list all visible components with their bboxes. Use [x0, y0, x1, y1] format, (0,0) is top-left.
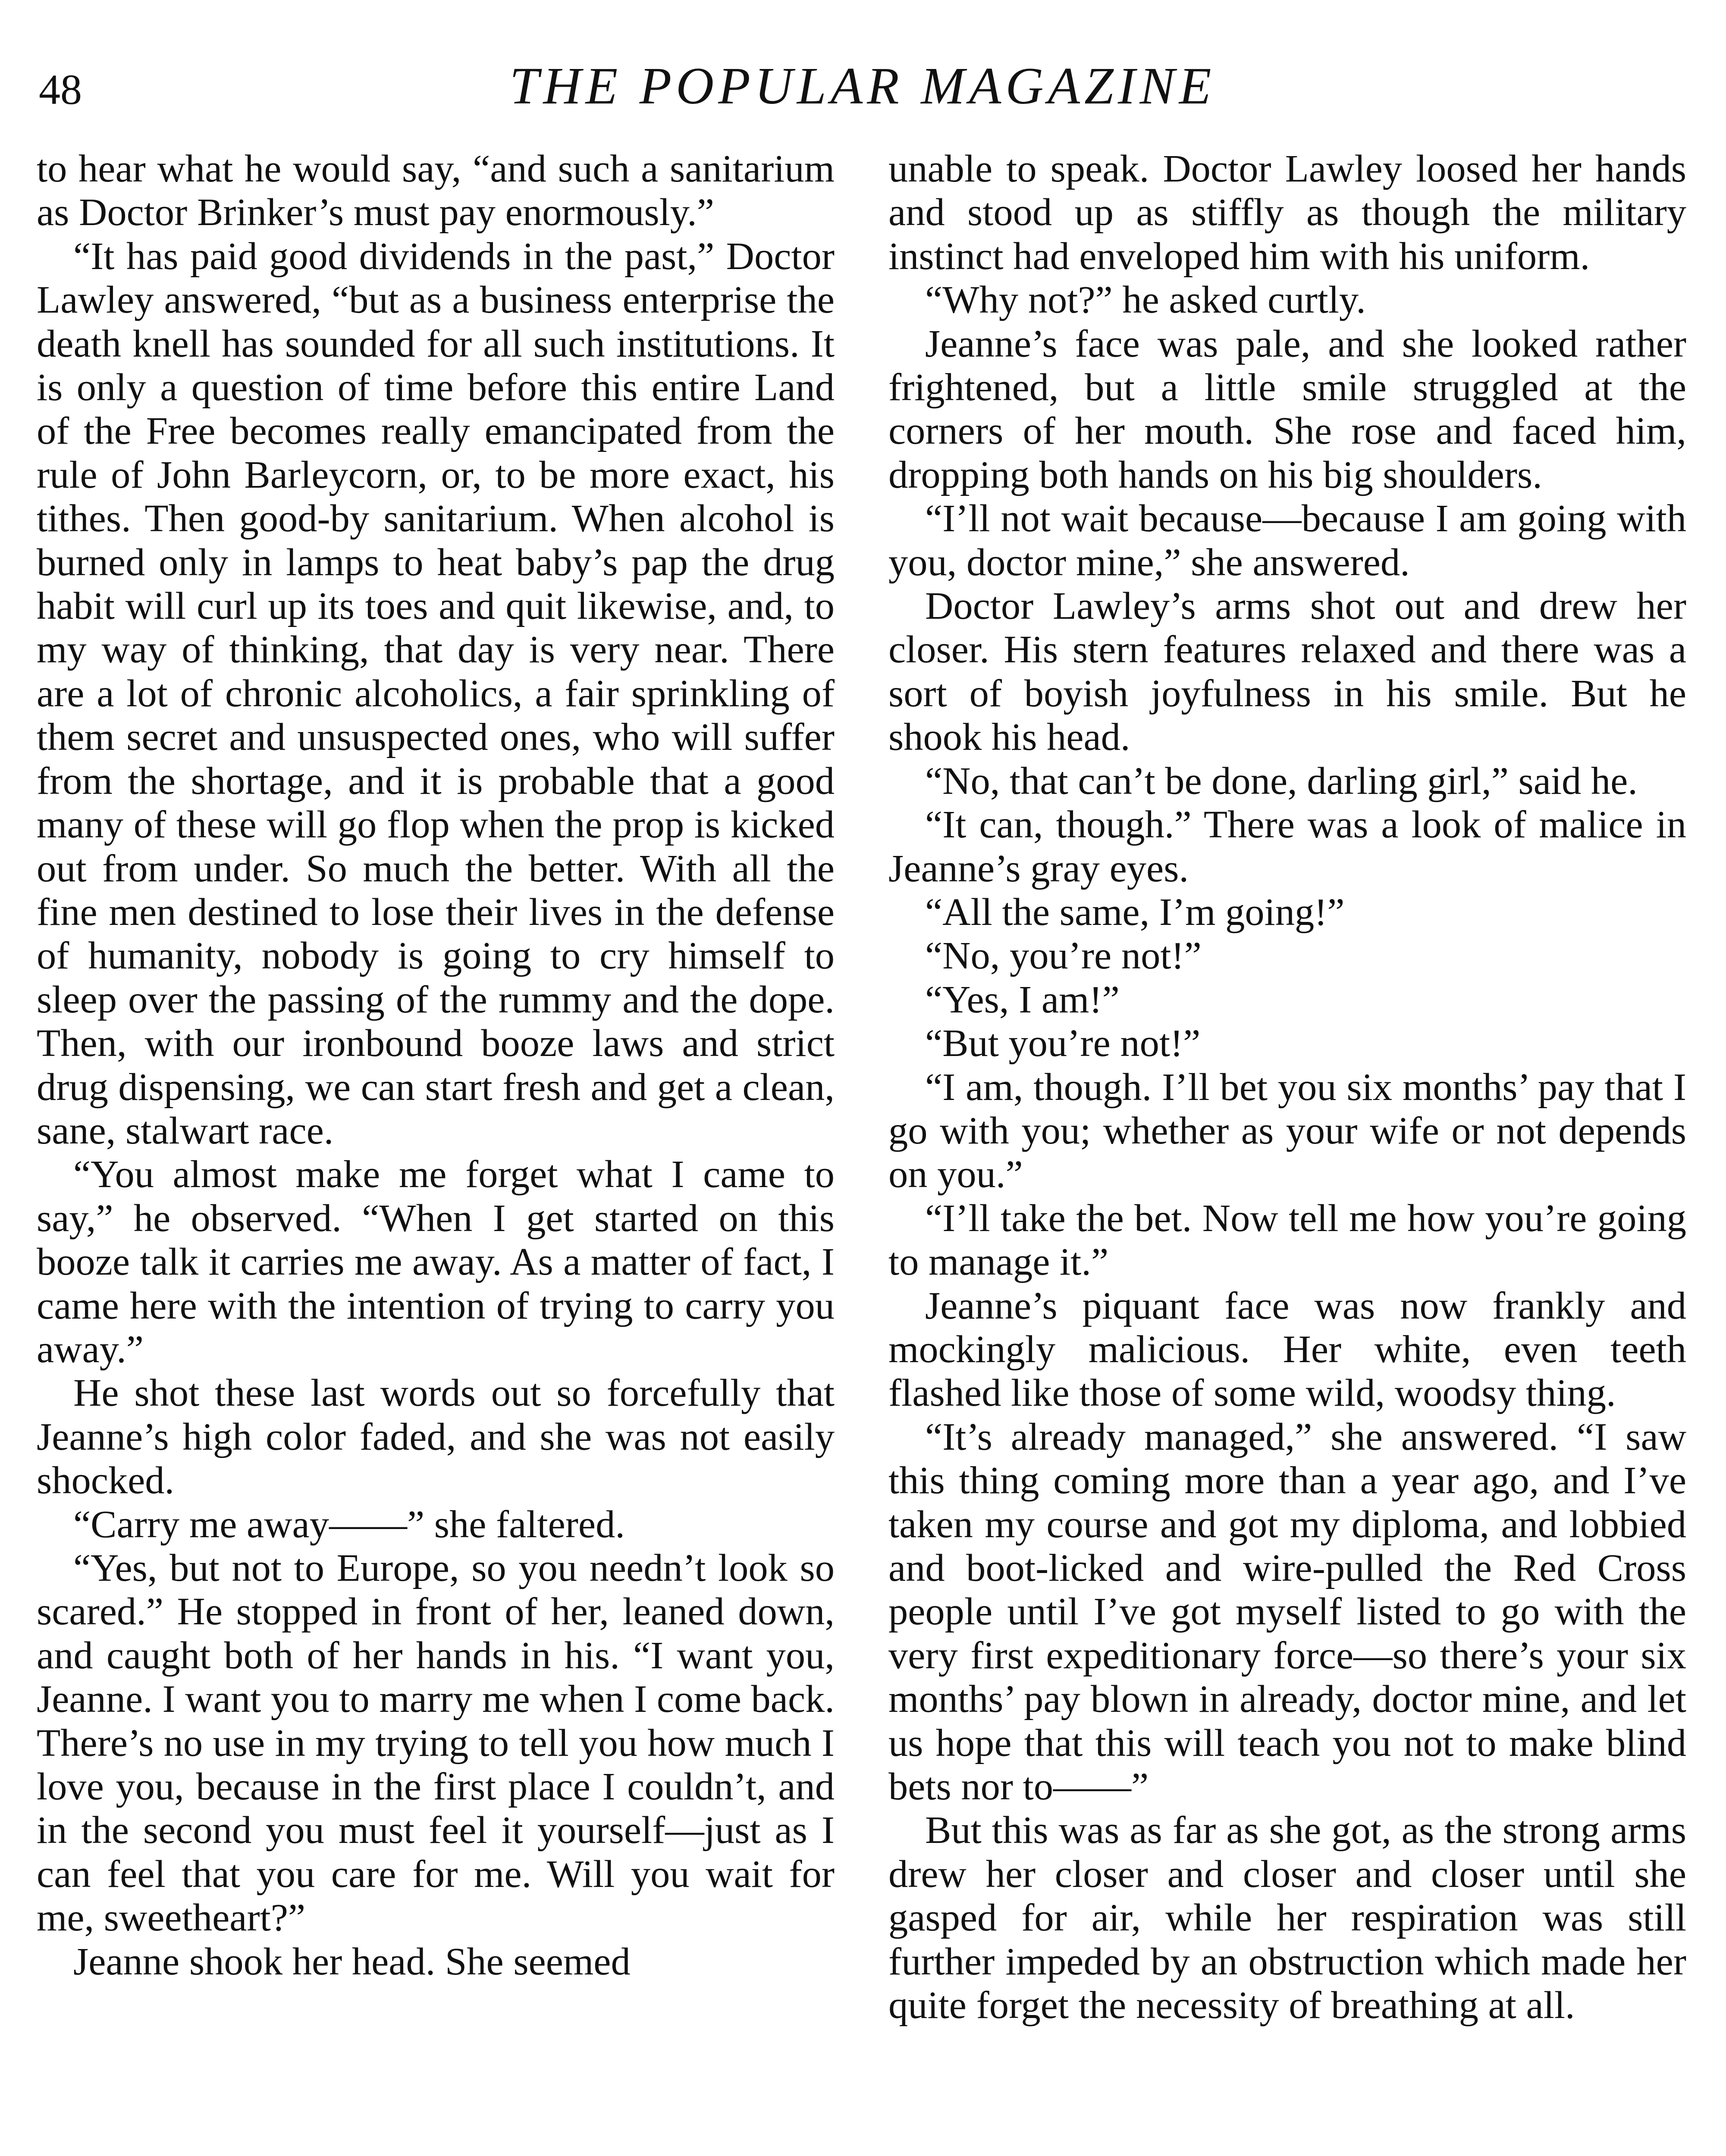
paragraph: Doctor Lawley’s arms shot out and drew her closer. His stern features relaxed and there was a sort of boyish joyfulness in his smile. But he shook his head.	[888, 584, 1686, 759]
paragraph: “All the same, I’m going!”	[925, 890, 1345, 934]
page-number: 48	[39, 66, 82, 113]
paragraph: “I’ll not wait because—because I am going with you, doctor mine,” she answered.	[888, 496, 1686, 584]
paragraph: “No, that can’t be done, darling girl,” said he.	[925, 758, 1638, 802]
paragraph: unable to speak. Doctor Lawley loosed her hands and stood up as stiffly as though the military instinct had enveloped him with his uniform.	[888, 147, 1686, 278]
page-header	[39, 56, 1686, 125]
right-column	[888, 147, 1686, 2027]
paragraph: “No, you’re not!”	[925, 934, 1202, 978]
paragraph: But this was as far as she got, as the strong arms drew her closer and closer and closer until she gasped for air, while her respiration was still further impeded by an obstruction which made her quite forget the necessity of breathing at all.	[888, 1808, 1686, 2027]
paragraph: “But you’re not!”	[925, 1021, 1201, 1065]
paragraph: “Yes, I am!”	[925, 977, 1120, 1021]
paragraph: Jeanne’s piquant face was now frankly and mockingly malicious. Her white, even teeth flashed like those of some wild, woodsy thing.	[888, 1283, 1686, 1415]
left-column	[37, 147, 835, 1983]
paragraph: Jeanne shook her head. She seemed	[73, 1939, 631, 1983]
paragraph: “Why not?” he asked curtly.	[925, 278, 1366, 322]
running-title: THE POPULAR MAGAZINE	[509, 57, 1216, 115]
paragraph: “Carry me away——” she faltered.	[73, 1502, 625, 1546]
paragraph: “It has paid good dividends in the past,” Doctor Lawley answered, “but as a business enterprise the death knell has sounded for all such institutions. It is only a question of time before this entire Land of the Free becomes really emancipated from the rule of John Barleycorn, or, to be more exact, his tithes. Then good-by sanitarium. When alcohol is burned only in lamps to heat baby’s pap the drug habit will curl up its toes and quit likewise, and, to my way of thinking, that day is very near. There are a lot of chronic alcoholics, a fair sprinkling of them secret and unsuspected ones, who will suffer from the shortage, and it is probable that a good many of these will go flop when the prop is kicked out from under. So much the better. With all the fine men destined to lose their lives in the defense of humanity, nobody is going to cry himself to sleep over the passing of the rummy and the dope. Then, with our ironbound booze laws and strict drug dispensing, we can start fresh and get a clean, sane, stalwart race.	[37, 234, 835, 1152]
paragraph: “It can, though.” There was a look of malice in Jeanne’s gray eyes.	[888, 802, 1686, 890]
paragraph: to hear what he would say, “and such a sanitarium as Doctor Brinker’s must pay enormously.”	[37, 147, 835, 234]
paragraph: “You almost make me forget what I came to say,” he observed. “When I get started on this booze talk it carries me away. As a matter of fact, I came here with the intention of trying to carry you away.”	[37, 1152, 835, 1371]
paragraph: “I am, though. I’ll bet you six months’ pay that I go with you; whether as your wife or not depends on you.”	[888, 1065, 1686, 1196]
paragraph: Jeanne’s face was pale, and she looked rather frightened, but a little smile struggled at the corners of her mouth. She rose and faced him, dropping both hands on his big shoulders.	[888, 321, 1686, 496]
paragraph: “It’s already managed,” she answered. “I saw this thing coming more than a year ago, and I’ve taken my course and got my diploma, and lobbied and boot-licked and wire-pulled the Red Cross people until I’ve got myself listed to go with the very first expeditionary force—so there’s your six months’ pay blown in already, doctor mine, and let us hope that this will teach you not to make blind bets nor to——”	[888, 1414, 1686, 1808]
paragraph: “I’ll take the bet. Now tell me how you’re going to manage it.”	[888, 1196, 1686, 1284]
paragraph: “Yes, but not to Europe, so you needn’t look so scared.” He stopped in front of her, leaned down, and caught both of her hands in his. “I want you, Jeanne. I want you to marry me when I come back. There’s no use in my trying to tell you how much I love you, because in the first place I couldn’t, and in the second you must feel it yourself—just as I can feel that you care for me. Will you wait for me, sweetheart?”	[37, 1546, 835, 1940]
paragraph: He shot these last words out so forcefully that Jeanne’s high color faded, and she was not easily shocked.	[37, 1371, 835, 1502]
